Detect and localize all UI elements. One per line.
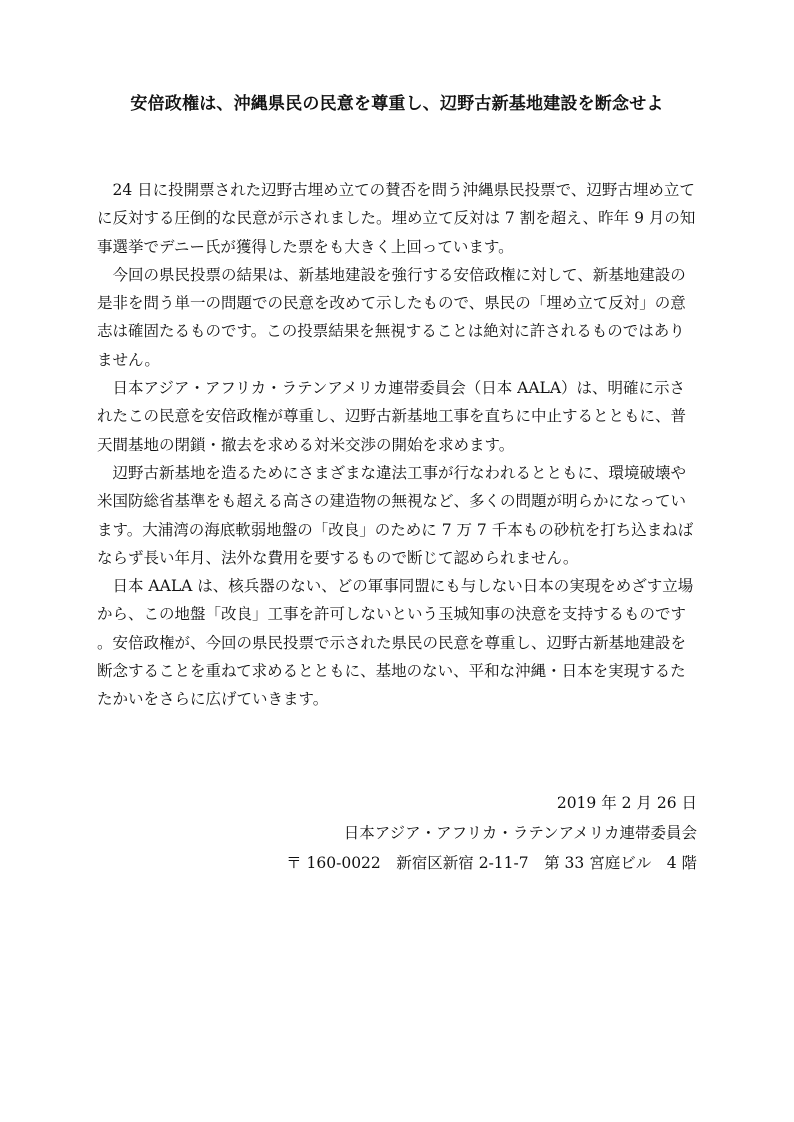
signature-address: 〒 160-0022 新宿区新宿 2-11-7 第 33 宮庭ビル 4 階 [286, 854, 697, 872]
paragraph-5: 日本 AALA は、核兵器のない、どの軍事同盟にも与しない日本の実現をめざす立場から、この地盤「改良」工事を許可しないという玉城知事の決意を支持するものです。安倍政権が、今回の県民投票で示された県民の民意を尊重し、辺野古新基地建設を断念することを重ねて求めるとともに、基地のない、平和な沖縄・日本を実現するたたかいをさらに広げていきます。 [97, 577, 694, 709]
paragraph-2: 今回の県民投票の結果は、新基地建設を強行する安倍政権に対して、新基地建設の是非を問う単一の問題での民意を改めて示したもので、県民の「埋め立て反対」の意志は確固たるものです。この投票結果を無視することは絶対に許されるものではありません。 [97, 265, 686, 369]
document-body [97, 176, 697, 714]
paragraph-1: 24 日に投開票された辺野古埋め立ての賛否を問う沖縄県民投票で、辺野古埋め立てに反対する圧倒的な民意が示されました。埋め立て反対は 7 割を超え、昨年 9 月の知事選挙でデニー氏が獲得した票をも大きく上回っています。 [97, 181, 696, 256]
signature-block [286, 788, 697, 878]
signature-organization: 日本アジア・アフリカ・ラテンアメリカ連帯委員会 [343, 824, 697, 842]
signature-date: 2019 年 2 月 26 日 [556, 794, 697, 812]
paragraph-3: 日本アジア・アフリカ・ラテンアメリカ連帯委員会（日本 AALA）は、明確に示されたこの民意を安倍政権が尊重し、辺野古新基地工事を直ちに中止するとともに、普天間基地の閉鎖・撤去を求める対米交渉の開始を求めます。 [97, 379, 687, 454]
paragraph-4: 辺野古新基地を造るためにさまざまな違法工事が行なわれるとともに、環境破壊や米国防総省基準をも超える高さの建造物の無視など、多くの問題が明らかになっています。大浦湾の海底軟弱地盤の「改良」のために 7 万 7 千本もの砂杭を打ち込まねばならず長い年月、法外な費用を要するもので断じて認められません。 [97, 463, 694, 567]
document-title: 安倍政権は、沖縄県民の民意を尊重し、辺野古新基地建設を断念せよ [130, 94, 664, 114]
